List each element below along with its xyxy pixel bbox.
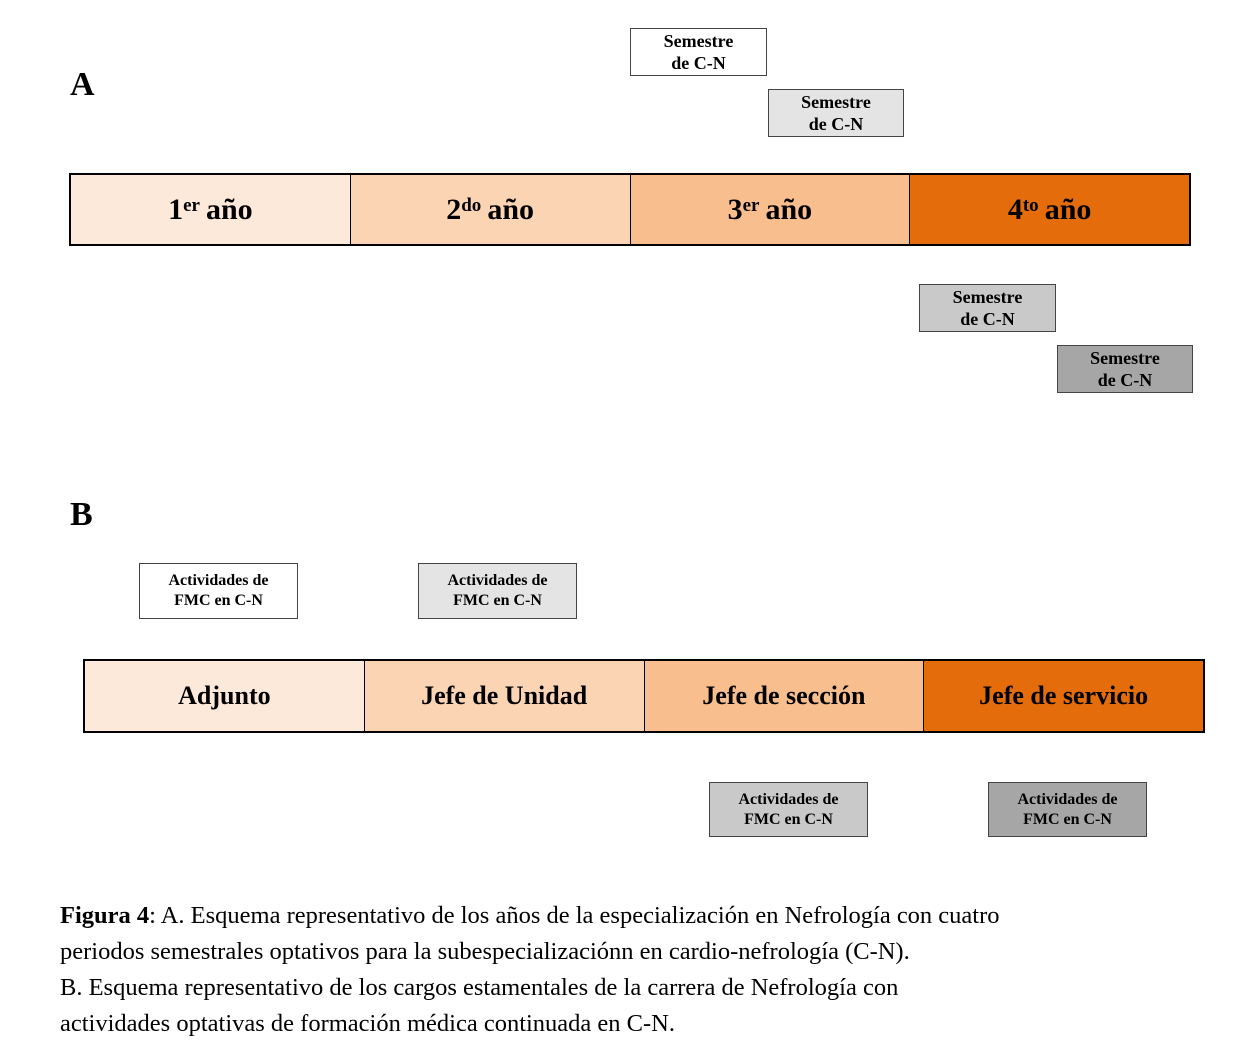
year-1-suffix: er: [183, 194, 200, 216]
semester-tag-1-line1: Semestre: [663, 30, 734, 51]
semester-tag-4: [1057, 345, 1193, 393]
year-3-word: año: [765, 192, 813, 226]
position-jefe-unidad-segment: Jefe de Unidad: [365, 661, 645, 731]
fmc-tag-2-line1: Actividades de: [447, 572, 548, 589]
fmc-tag-4: [988, 782, 1147, 837]
year-3-number: 3: [727, 192, 743, 226]
year-2-segment: [351, 175, 631, 244]
position-adjunto-segment: Adjunto: [85, 661, 365, 731]
semester-tag-3-line1: Semestre: [952, 286, 1023, 307]
specialization-years-bar: [69, 173, 1191, 246]
year-2-number: 2: [446, 192, 462, 226]
fmc-tag-3-line1: Actividades de: [738, 790, 839, 808]
semester-tag-4-line2: de C-N: [1097, 370, 1153, 390]
year-3-suffix: er: [742, 194, 760, 216]
year-4-suffix: to: [1022, 194, 1039, 216]
position-jefe-servicio-segment: Jefe de servicio: [924, 661, 1203, 731]
caption-line-1-text: : A. Esquema representativo de los años de la especialización en Nefrología con cuatro: [149, 902, 1000, 929]
year-4-number: 4: [1007, 192, 1023, 226]
semester-tag-4-line1: Semestre: [1090, 347, 1160, 368]
semester-tag-3: [919, 284, 1056, 332]
career-positions-bar: [83, 659, 1205, 733]
panel-b-label: B: [70, 496, 93, 533]
year-3-segment: [631, 175, 911, 244]
fmc-tag-1-line2: FMC en C-N: [174, 592, 263, 609]
caption-line-3: B. Esquema representativo de los cargos estamentales de la carrera de Nefrología con: [60, 974, 899, 1001]
caption-line-4: actividades optativas de formación médica continuada en C-N.: [60, 1010, 676, 1037]
year-1-number: 1: [168, 192, 184, 226]
caption-figure-label: Figura 4: [60, 902, 150, 929]
year-2-suffix: do: [461, 194, 482, 216]
fmc-tag-1-line1: Actividades de: [168, 572, 269, 589]
fmc-tag-3: [709, 782, 868, 837]
semester-tag-1-line2: de C-N: [671, 53, 726, 73]
semester-tag-3-line2: de C-N: [960, 309, 1015, 329]
caption-line-2: periodos semestrales optativos para la subespecializaciónn en cardio-nefrología (C-N).: [60, 938, 910, 965]
semester-tag-2-line1: Semestre: [801, 91, 871, 112]
panel-a-label: A: [70, 66, 95, 103]
fmc-tag-1: [139, 563, 298, 619]
year-1-word: año: [205, 192, 253, 226]
semester-tag-2-line2: de C-N: [808, 114, 864, 134]
fmc-tag-2-line2: FMC en C-N: [453, 592, 542, 609]
fmc-tag-4-line2: FMC en C-N: [1023, 810, 1112, 828]
year-4-segment: [910, 175, 1189, 244]
semester-tag-1: [630, 28, 767, 76]
fmc-tag-3-line2: FMC en C-N: [744, 810, 833, 828]
fmc-tag-2: [418, 563, 577, 619]
position-jefe-seccion-segment: Jefe de sección: [645, 661, 925, 731]
caption-line-1: [60, 898, 1220, 934]
year-4-word: año: [1044, 192, 1092, 226]
fmc-tag-4-line1: Actividades de: [1017, 790, 1118, 808]
figure-caption: [60, 898, 1220, 1042]
year-1-segment: [71, 175, 351, 244]
semester-tag-2: [768, 89, 904, 137]
year-2-word: año: [487, 192, 534, 226]
